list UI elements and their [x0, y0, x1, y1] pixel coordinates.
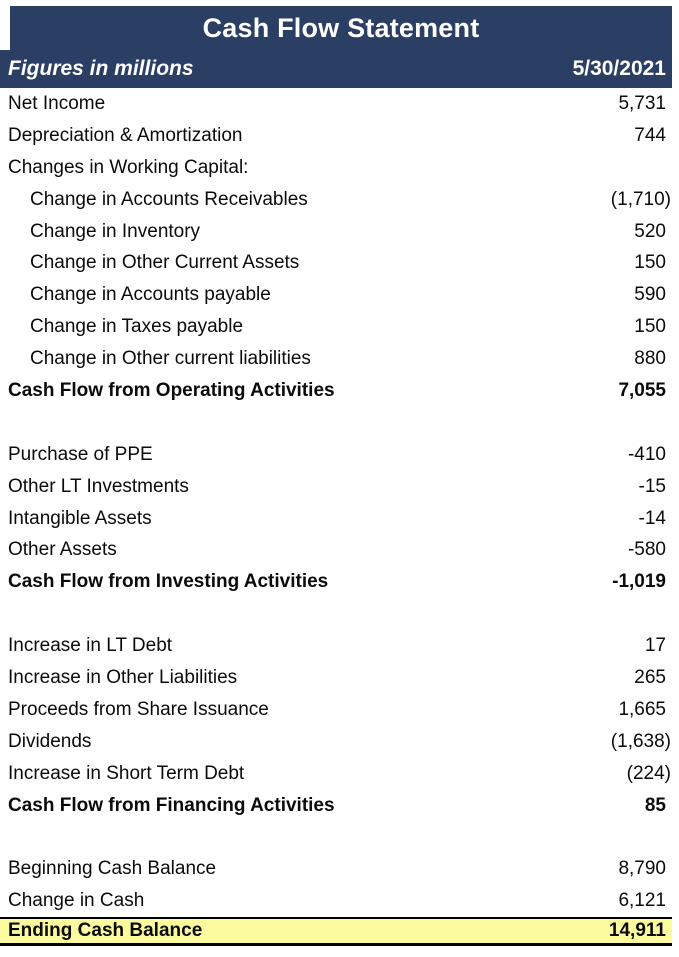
row-label: Proceeds from Share Issuance	[8, 698, 269, 720]
row-label: Net Income	[8, 92, 106, 114]
row-value: 1,665	[618, 698, 666, 720]
statement-row	[0, 598, 672, 630]
statement-title: Cash Flow Statement	[202, 12, 480, 43]
row-label: Other Assets	[8, 539, 117, 561]
row-value: -15	[638, 475, 666, 497]
statement-row	[0, 407, 672, 439]
statement-row	[0, 694, 672, 726]
statement-row	[0, 853, 672, 885]
statement-row	[0, 662, 672, 694]
row-value: -410	[627, 443, 666, 465]
row-label: Changes in Working Capital:	[8, 156, 249, 178]
row-label: Increase in LT Debt	[8, 635, 173, 657]
row-label: Cash Flow from Investing Activities	[8, 571, 329, 593]
row-label: Change in Cash	[8, 890, 145, 912]
statement-row	[0, 184, 672, 216]
statement-date: 5/30/2021	[572, 57, 666, 80]
row-value: -14	[638, 507, 666, 529]
statement-row	[0, 821, 672, 853]
row-value: 7,055	[618, 379, 666, 401]
statement-row	[0, 439, 672, 471]
statement-row	[0, 279, 672, 311]
row-value: 5,731	[618, 92, 666, 114]
row-value: (1,710)	[610, 188, 671, 210]
row-label: Change in Accounts Receivables	[30, 188, 308, 210]
row-label: Cash Flow from Operating Activities	[8, 379, 335, 401]
statement-rows	[0, 88, 672, 946]
row-value: -1,019	[612, 571, 666, 593]
statement-row	[0, 88, 672, 120]
row-value: 744	[634, 124, 666, 146]
cash-flow-statement-sheet	[0, 6, 672, 957]
row-label: Depreciation & Amortization	[8, 124, 243, 146]
statement-row	[0, 343, 672, 375]
statement-row	[0, 790, 672, 822]
statement-row	[0, 566, 672, 598]
row-label: Change in Other Current Assets	[30, 252, 300, 274]
row-label: Dividends	[8, 730, 92, 752]
row-label: Change in Inventory	[30, 220, 201, 242]
row-value: (224)	[626, 762, 671, 784]
statement-subtitle-band	[0, 50, 672, 88]
statement-row	[0, 247, 672, 279]
row-label: Other LT Investments	[8, 475, 189, 497]
statement-row	[0, 726, 672, 758]
row-value: 265	[634, 666, 666, 688]
statement-row	[0, 534, 672, 566]
row-label: Intangible Assets	[8, 507, 152, 529]
statement-row	[0, 152, 672, 184]
row-value: 6,121	[618, 890, 666, 912]
statement-row	[0, 758, 672, 790]
row-label: Increase in Other Liabilities	[8, 666, 238, 688]
row-value: -580	[627, 539, 666, 561]
row-value: 150	[634, 316, 666, 338]
row-label: Cash Flow from Financing Activities	[8, 794, 335, 816]
row-value: 17	[644, 635, 666, 657]
statement-row	[0, 216, 672, 248]
row-value: 880	[634, 348, 666, 370]
statement-row	[0, 471, 672, 503]
row-label: Change in Accounts payable	[30, 284, 271, 306]
row-label: Purchase of PPE	[8, 443, 153, 465]
row-value: 85	[644, 794, 666, 816]
row-value: 14,911	[608, 920, 666, 942]
row-label: Change in Taxes payable	[30, 316, 244, 338]
row-label: Ending Cash Balance	[8, 920, 203, 942]
row-value: 150	[634, 252, 666, 274]
statement-row	[0, 375, 672, 407]
statement-row	[0, 917, 672, 946]
row-label: Beginning Cash Balance	[8, 858, 217, 880]
statement-row	[0, 311, 672, 343]
statement-row	[0, 630, 672, 662]
statement-row	[0, 885, 672, 917]
row-label: Change in Other current liabilities	[30, 348, 311, 370]
row-value: (1,638)	[610, 730, 671, 752]
row-label: Increase in Short Term Debt	[8, 762, 245, 784]
statement-title-band	[10, 6, 672, 50]
row-value: 590	[634, 284, 666, 306]
figures-in-millions-note: Figures in millions	[8, 57, 194, 80]
row-value: 8,790	[618, 858, 666, 880]
statement-row	[0, 503, 672, 535]
row-value: 520	[634, 220, 666, 242]
statement-row	[0, 120, 672, 152]
